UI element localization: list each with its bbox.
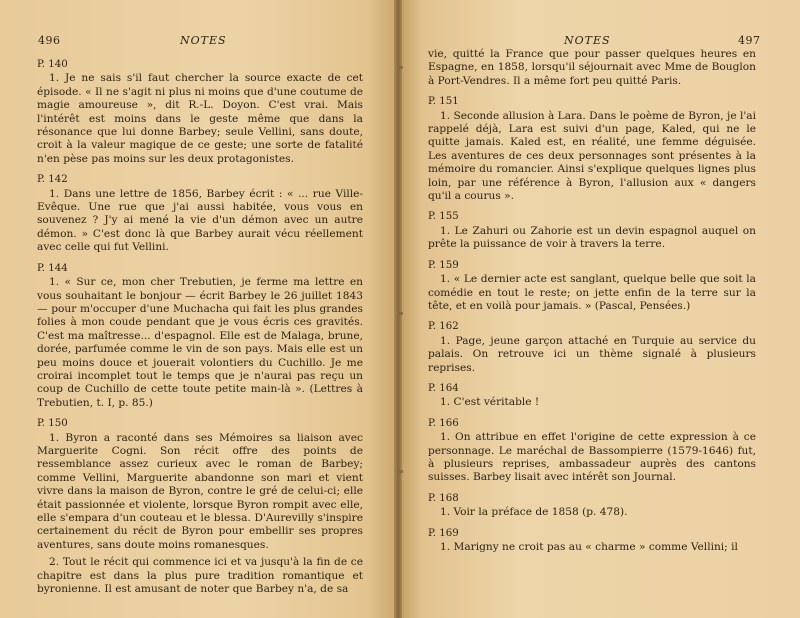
page-reference: P. 155 [428, 211, 459, 223]
note: 1. Le Zahuri ou Zahorie est un devin espagnol auquel on prête la puissance de voir à travers la terre. [428, 224, 756, 251]
note: 1. Marigny ne croit pas au « charme » comme Vellini; il [440, 541, 738, 553]
right-page [398, 0, 800, 618]
note: 1. « Le dernier acte est sanglant, quelque belle que soit la comédie en tout le reste; on jette enfin de la terre sur la tête, et en voilà pour jamais. » (Pascal, Pensées.) [428, 273, 756, 312]
page-reference: P. 162 [428, 321, 459, 333]
page-reference: P. 159 [428, 259, 459, 271]
running-head: NOTES [180, 34, 227, 47]
page-reference: P. 169 [428, 527, 459, 539]
page-reference: P. 140 [37, 59, 68, 70]
page-reference: P. 151 [428, 96, 459, 108]
page-reference: P. 168 [428, 492, 459, 504]
running-head: NOTES [564, 34, 611, 47]
notes-column [37, 58, 363, 600]
page-reference: P. 164 [428, 382, 459, 394]
note: 1. Voir la préface de 1858 (p. 478). [440, 506, 628, 519]
binding-stitch [398, 66, 403, 69]
note: 1. Page, jeune garçon attaché en Turquie au service du palais. On retrouve ici un thème signalé à plusieurs reprises. [428, 334, 756, 374]
note: 1. « Sur ce, mon cher Trebutien, je ferme ma lettre en vous souhaitant le bonjour — écrit Barbey le 26 juillet 1843 — pour m'occuper d'une Muchacha qui fait les plus grandes folies à mon coude pendant que je vous écris ces gravités. C'est ma maîtresse... d'espagnol. Elle est de Malaga, brune, dorée, parfumée comme le vin de son pays. Mais elle est un peu moins douce et jouerait volontiers du Cuchillo. Je me croirai incomplet tout le temps que je n'aurai pas reçu un coup de Cuchillo de cette toute petite main-là ». (Lettres à Trebutien, t. I, p. 85.) [37, 276, 363, 409]
note: 1. On attribue en effet l'origine de cette expression à ce personnage. Le maréchal de Bassompierre (1579-1646) fut, à plusieurs reprises, ambassadeur auprès des cantons suisses. Barbey lisait avec intérêt son Journal. [428, 431, 756, 484]
note: 1. Byron a raconté dans ses Mémoires sa liaison avec Marguerite Cogni. Son récit offre des points de ressemblance assez curieux avec le roman de Barbey; comme Vellini, Marguerite abandonne son mari et vient vivre dans la maison de Byron, contre le gré de celui-ci; elle était passionnée et violente, lorsque Byron rompit avec elle, elle s'empara d'un couteau et le blessa. D'Aurevilly s'inspire certainement du récit de Byron pour embellir ses propres aventures, sans doute moins romanesques. [37, 431, 363, 551]
page-reference: P. 144 [37, 262, 68, 274]
note: 1. C'est véritable ! [440, 396, 540, 409]
note-continuation: vie, quitté la France que pour passer quelques heures en Espagne, en 1858, lorsqu'il séjournait avec Mme de Bouglon à Port-Vendres. Il a même fort peu quitté Paris. [428, 48, 756, 87]
binding-stitch [398, 470, 403, 473]
page-reference: P. 166 [428, 417, 459, 429]
note: 2. Tout le récit qui commence ici et va jusqu'à la fin de ce chapitre est dans la plus pure tradition romantique et byronienne. Il est amusant de noter que Barbey n'a, de sa [37, 556, 363, 596]
page-reference: P. 142 [37, 174, 68, 186]
left-page [0, 0, 398, 618]
page-number: 496 [38, 34, 61, 47]
note: 1. Dans une lettre de 1856, Barbey écrit : « ... rue Ville-Evêque. Une rue que j'ai aussi habitée, vous vous en souvenez ? J'y ai mené la vie d'un démon avec un autre démon. » C'est donc là que Barbey aurait vécu réellement avec celle qui fut Vellini. [37, 187, 363, 254]
binding-stitch [398, 312, 403, 315]
note: 1. Je ne sais s'il faut chercher la source exacte de cet épisode. « Il ne s'agit ni plus ni moins que d'une coutume de magie amoureuse », dit R.-L. Doyon. C'est vrai. Mais l'intérêt est moins dans le geste même que dans la résonance que lui donne Barbey; seule Vellini, sans doute, croit à la valeur magique de ce geste; une sorte de fatalité n'en pèse pas moins sur les deux protagonistes. [37, 72, 363, 165]
note: 1. Seconde allusion à Lara. Dans le poème de Byron, je l'ai rappelé déjà, Lara est suivi d'un page, Kaled, qui ne le quitte jamais. Kaled est, en réalité, une femme déguisée. Les aventures de ces deux personnages sont présentes à la mémoire du romancier. Ainsi s'explique quelques lignes plus loin, par une référence à Byron, l'allusion aux « dangers qu'il a courus ». [428, 109, 756, 203]
notes-column [428, 48, 756, 558]
book-gutter [394, 0, 402, 618]
page-number: 497 [738, 34, 761, 47]
page-reference: P. 150 [37, 418, 68, 430]
